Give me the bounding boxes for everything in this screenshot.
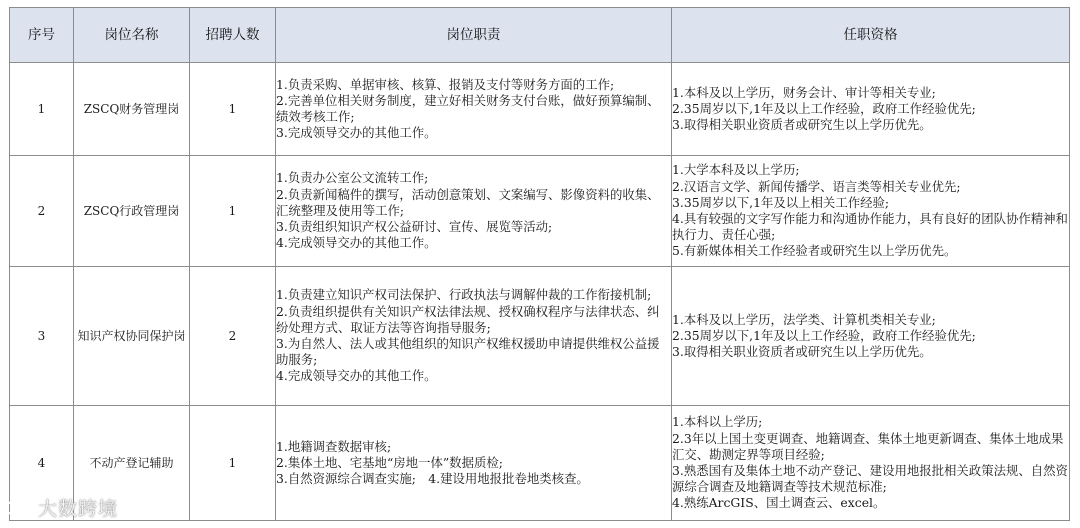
row-position-name: 知识产权协同保护岗 — [74, 267, 190, 406]
qualification-item: 2.汉语言文学、新闻传播学、语言类等相关专业优先; — [672, 178, 961, 194]
row-qualifications — [672, 267, 1070, 406]
table-row — [10, 63, 1070, 156]
duty-item: 2.集体土地、宅基地“房地一体”数据质检; — [276, 454, 503, 470]
duty-item: 2.完善单位相关财务制度，建立好相关财务支付台账，做好预算编制、绩效考核工作; — [276, 92, 660, 124]
row-qualifications — [672, 63, 1070, 156]
row-headcount: 1 — [190, 406, 276, 521]
row-position-name: 不动产登记辅助 — [74, 406, 190, 521]
qualification-item: 1.本科以上学历; — [672, 414, 763, 430]
job-table — [9, 7, 1070, 521]
table-row — [10, 406, 1070, 521]
watermark-text: 大数跨境 — [38, 498, 119, 520]
duty-item: 3.自然资源综合调查实施; 4.建设用地报批卷地类核查。 — [276, 471, 589, 487]
header-seq: 序号 — [10, 8, 74, 63]
qualification-item: 1.本科及以上学历，法学类、计算机类相关专业; — [672, 311, 936, 327]
row-qualifications — [672, 156, 1070, 267]
row-duties — [276, 406, 672, 521]
qualification-item: 3.熟悉国有及集体土地不动产登记、建设用地报批相关政策法规、自然资源综合调查及地籍调查等技术规范标准; — [672, 463, 1068, 495]
row-seq: 4 — [10, 406, 74, 521]
row-headcount: 1 — [190, 63, 276, 156]
duty-item: 1.负责办公室公文流转工作; — [276, 170, 429, 186]
qualification-item: 2.35周岁以下,1年及以上工作经验，政府工作经验优先; — [672, 327, 976, 343]
row-duties — [276, 63, 672, 156]
header-duties: 岗位职责 — [276, 8, 672, 63]
duty-item: 1.负责建立知识产权司法保护、行政执法与调解仲裁的工作衔接机制; — [276, 287, 652, 303]
qualification-item: 3.取得相关职业资质者或研究生以上学历优先。 — [672, 344, 932, 360]
table-row — [10, 156, 1070, 267]
qualification-item: 1.本科及以上学历，财务会计、审计等相关专业; — [672, 84, 936, 100]
qualification-item: 5.有新媒体相关工作经验者或研究生以上学历优先。 — [672, 243, 957, 259]
duty-item: 4.完成领导交办的其他工作。 — [276, 235, 437, 251]
qualification-item: 2.3年以上国土变更调查、地籍调查、集体土地更新调查、集体土地成果汇交、勘测定界等项目经验; — [672, 430, 1064, 462]
row-seq: 2 — [10, 156, 74, 267]
dashuju-logo-icon — [4, 496, 34, 520]
header-headcount: 招聘人数 — [190, 8, 276, 63]
row-seq: 3 — [10, 267, 74, 406]
duty-item: 1.地籍调查数据审核; — [276, 438, 392, 454]
row-headcount: 2 — [190, 267, 276, 406]
qualification-item: 4.熟练ArcGIS、国土调查云、excel。 — [672, 495, 886, 511]
qualification-item: 4.具有较强的文字写作能力和沟通协作能力，具有良好的团队协作精神和执行力、责任心强; — [672, 211, 1068, 243]
row-duties — [276, 156, 672, 267]
header-position-name: 岗位名称 — [74, 8, 190, 63]
duty-item: 1.负责采购、单据审核、核算、报销及支付等财务方面的工作; — [276, 76, 615, 92]
table-header-row — [10, 8, 1070, 63]
watermark — [4, 494, 118, 521]
header-qualifications: 任职资格 — [672, 8, 1070, 63]
duty-item: 4.完成领导交办的其他工作。 — [276, 368, 437, 384]
table-row — [10, 267, 1070, 406]
qualification-item: 3.35周岁以下,1年及以上相关工作经验; — [672, 194, 890, 210]
row-headcount: 1 — [190, 156, 276, 267]
row-seq: 1 — [10, 63, 74, 156]
qualification-item: 1.大学本科及以上学历; — [672, 162, 800, 178]
row-position-name: ZSCQ行政管理岗 — [74, 156, 190, 267]
duty-item: 2.负责组织提供有关知识产权法律法规、授权确权程序与法律状态、纠纷处理方式、取证方法等咨询指导服务; — [276, 303, 660, 335]
row-position-name: ZSCQ财务管理岗 — [74, 63, 190, 156]
row-duties — [276, 267, 672, 406]
qualification-item: 2.35周岁以下,1年及以上工作经验，政府工作经验优先; — [672, 100, 976, 116]
duty-item: 2.负责新闻稿件的撰写，活动创意策划、文案编写、影像资料的收集、汇统整理及使用等工作; — [276, 186, 660, 218]
duty-item: 3.负责组织知识产权公益研讨、宣传、展览等活动; — [276, 219, 553, 235]
duty-item: 3.为自然人、法人或其他组织的知识产权维权援助申请提供维权公益援助服务; — [276, 336, 660, 368]
duty-item: 3.完成领导交办的其他工作。 — [276, 125, 437, 141]
row-qualifications — [672, 406, 1070, 521]
qualification-item: 3.取得相关职业资质者或研究生以上学历优先。 — [672, 117, 932, 133]
